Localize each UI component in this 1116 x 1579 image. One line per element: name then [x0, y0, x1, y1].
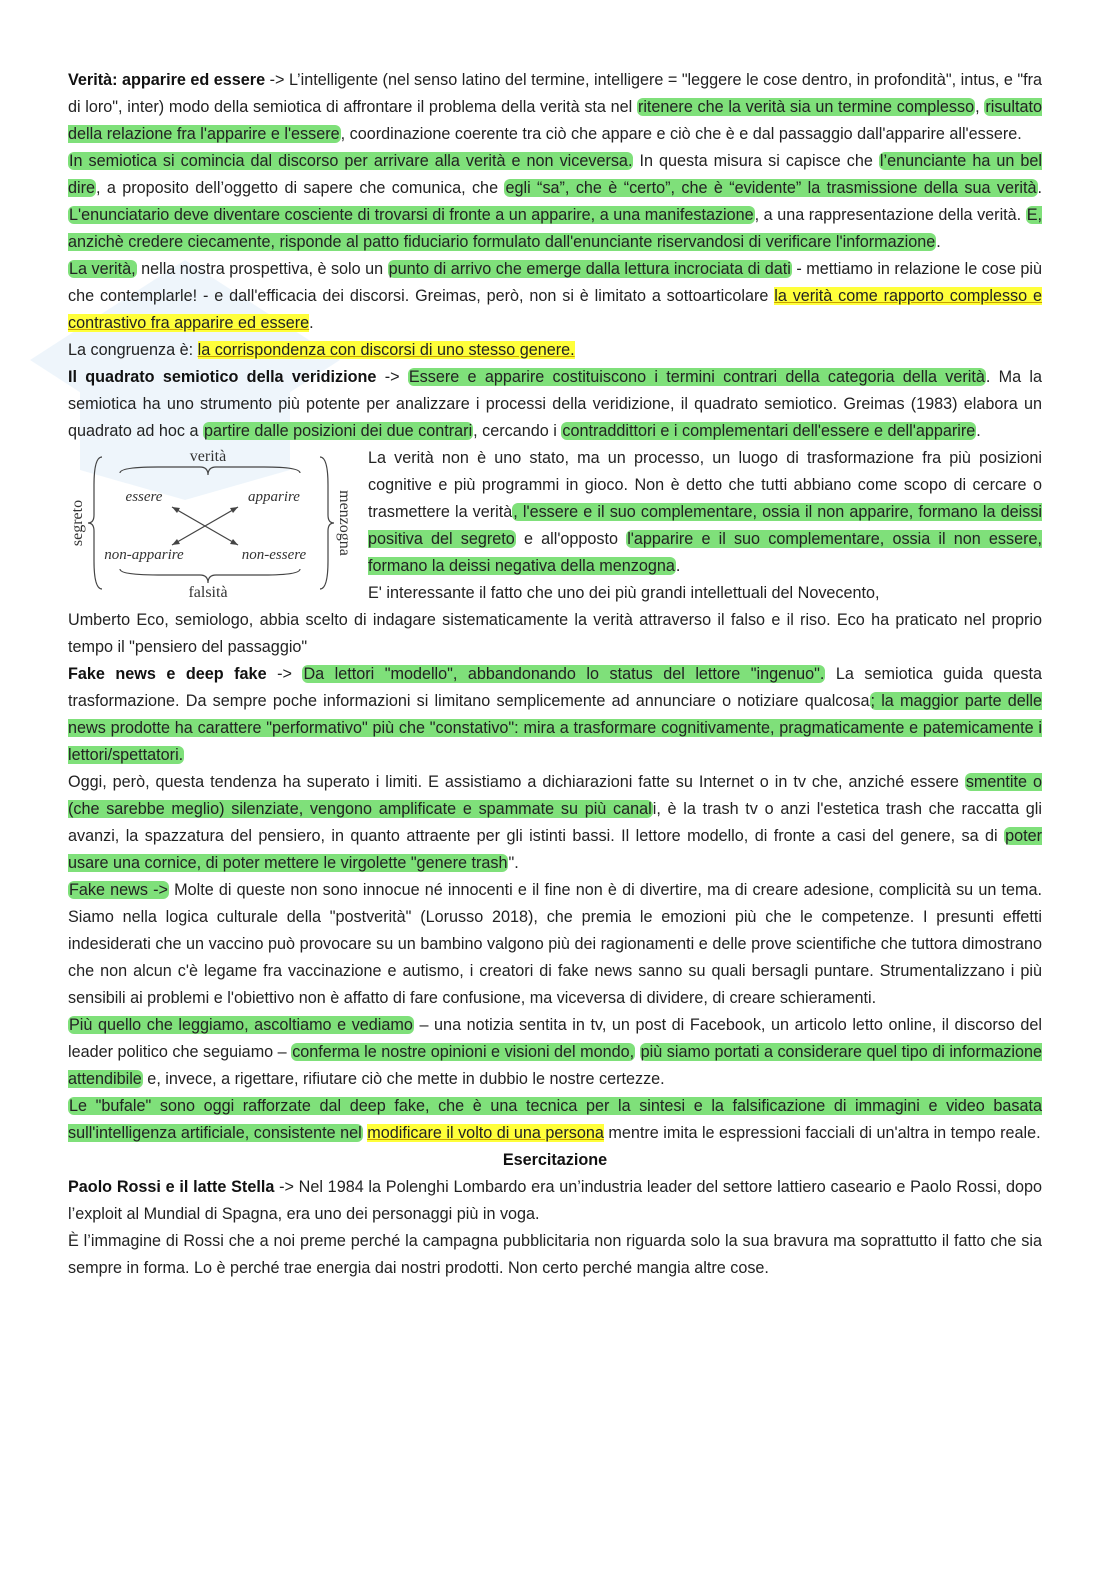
highlight: punto di arrivo che emerge dalla lettura incrociata di dati	[388, 260, 791, 278]
diagram-label-left: segreto	[69, 499, 86, 547]
highlight: l’enunciante ha un bel dire	[68, 152, 1042, 197]
paragraph-semiotica: In semiotica si comincia dal discorso per arrivare alla verità e non viceversa. In questa misura si capisce che l’enunciante ha un bel dire, a proposito dell’oggetto di sapere che comunica, che egli “sa”, che è “certo”, che è “evidente” la trasmissione della sua verità. L'enunciatario deve diventare cosciente di trovarsi di fronte a un apparire, a una manifestazione, a una rappresentazione della verità. E, anzichè credere ciecamente, risponde al patto fiduciario formulato dall'enunciante riservandosi di verificare l'informazione.	[68, 152, 1042, 251]
paragraph-oggi: Oggi, però, questa tendenza ha superato i limiti. E assistiamo a dichiarazioni fatte su Internet o in tv che, anziché essere smentite o (che sarebbe meglio) silenziate, vengono amplificate e spammate su più canali, è la trash tv o anzi l'estetica trash che raccatta gli avanzi, la spazzatura del pensiero, in quanto attraente per gli istinti bassi. Il lettore modello, di fronte a casi del genere, sa di poter usare una cornice, di poter mettere le virgolette "genere trash".	[68, 773, 1042, 872]
yellow-highlight: la corrispondenza con discorsi di uno stesso genere.	[197, 341, 575, 359]
highlight: In semiotica si comincia dal discorso per arrivare alla verità e non viceversa.	[69, 152, 633, 170]
paragraph-fake-news-deep-fake: Fake news e deep fake -> Da lettori "modello", abbandonando lo status del lettore "ingenuo". La semiotica guida questa trasformazione. Da sempre poche informazioni si limitano semplicemente ad annunciare o notiziare qualcosa; la maggior parte delle news prodotte ha carattere "performativo" più che "constativo": mira a trasformare cognitivamente, pragmaticamente e patemicamente i lettori/spettatori.	[68, 665, 1043, 764]
diagram-label-bottom: falsità	[188, 584, 228, 601]
paragraph-congruenza: La congruenza è: la corrispondenza con discorsi di uno stesso genere.	[68, 341, 575, 359]
paragraph-fake-news: Fake news -> Molte di queste non sono innocue né innocenti e il fine non è di divertire, ma di creare adesione, complicità su un tema. Siamo nella logica culturale della "postverità" (Lorusso 2018), che premia le emozioni più che le competenze. I presunti effetti indesiderati che un vaccino può provocare su un bambino valgono più dei ragionamenti e delle prove scientifiche che tuttora dimostrano che non alcun c'è legame fra vaccinazione e autismo, i creatori di fake news sanno su quali bersagli puntare. Strumentalizzano i più sensibili ai problemi e l'obiettivo non è affatto di fare confusione, ma viceversa di dividere, di creare schieramenti.	[68, 881, 1042, 1007]
paragraph-bufale: Le "bufale" sono oggi rafforzate dal deep fake, che è una tecnica per la sintesi e la falsificazione di immagini e video basata sull'intelligenza artificiale, consistente nel modificare il volto di una persona mentre imita le espressioni facciali di un'altra in tempo reale.	[68, 1097, 1042, 1142]
document-page	[68, 67, 1042, 1282]
highlight: Fake news ->	[69, 881, 168, 899]
paragraph-quadrato: Il quadrato semiotico della veridizione -> Essere e apparire costituiscono i termini contrari della categoria della verità. Ma la semiotica ha uno strumento più potente per analizzare i processi della veridizione, il quadrato semiotico. Greimas (1983) elabora un quadrato ad hoc a partire dalle posizioni dei due contrari, cercando i contraddittori e i complementari dell'essere e dell'apparire.	[68, 368, 1043, 440]
paragraph-prospettiva: La verità, nella nostra prospettiva, è solo un punto di arrivo che emerge dalla lettura incrociata di dati - mettiamo in relazione le cose più che contemplarle! - e dall'efficacia dei discorsi. Greimas, però, non si è limitato a sottoarticolare la verità come rapporto complesso e contrastivo fra apparire ed essere.	[68, 260, 1043, 332]
highlight: più siamo portati a considerare quel tipo di informazione attendibile	[68, 1043, 1043, 1088]
highlight: Essere e apparire costituiscono i termini contrari della categoria della verità	[408, 368, 985, 386]
yellow-highlight: la verità come rapporto complesso e contrastivo fra apparire ed essere	[68, 287, 1043, 332]
paragraph-leggiamo: Più quello che leggiamo, ascoltiamo e vediamo – una notizia sentita in tv, un post di Facebook, un articolo letto online, il discorso del leader politico che seguiamo – conferma le nostre opinioni e visioni del mondo, più siamo portati a considerare quel tipo di informazione attendibile e, invece, a rigettare, rifiutare ciò che mette in dubbio le nostre certezze.	[68, 1016, 1043, 1088]
heading-esercitazione: Esercitazione	[502, 1151, 608, 1169]
highlight: conferma le nostre opinioni e visioni del mondo,	[292, 1043, 635, 1061]
highlight: L'enunciatario deve diventare cosciente di trovarsi di fronte a un apparire, a una manifestazione	[69, 206, 754, 224]
highlight: l'apparire e il suo complementare, ossia il non essere, formano la deissi negativa della menzogna	[368, 530, 1042, 575]
paragraph-verita: Verità: apparire ed essere -> L’intelligente (nel senso latino del termine, intelligere = "leggere le cose dentro, in profondità", intus, e "fra di loro", inter) modo della semiotica di affrontare il problema della verità sta nel ritenere che la verità sia un termine complesso, risultato della relazione fra l'apparire e l'essere, coordinazione coerente tra ciò che appare e ciò che è e dal passaggio dall'apparire all'essere.	[68, 71, 1043, 143]
highlight: poter usare una cornice, di poter mettere le virgolette "genere trash	[68, 827, 1042, 872]
diagram-label-essere: essere	[125, 489, 163, 505]
section-title-fake-news: Fake news e deep fake	[68, 665, 267, 683]
diagram-label-right: menzogna	[336, 490, 353, 556]
section-title-paolo-rossi: Paolo Rossi e il latte Stella	[68, 1178, 275, 1196]
highlight: ritenere che la verità sia un termine complesso	[637, 98, 975, 116]
semiotic-square-diagram	[68, 445, 360, 605]
diagram-label-apparire: apparire	[248, 489, 300, 505]
diagram-section	[68, 445, 1042, 607]
highlight: , l'essere e il suo complementare, ossia il non apparire, formano la deissi positiva del segreto	[368, 503, 1043, 548]
section-title-quadrato: Il quadrato semiotico della veridizione	[68, 368, 377, 386]
yellow-highlight: modificare il volto di una persona	[367, 1124, 604, 1142]
highlight: partire dalle posizioni dei due contrari	[204, 422, 473, 440]
highlight: E, anzichè credere ciecamente, risponde al patto fiduciario formulato dall'enunciante riservandosi di verificare l'informazione	[68, 206, 1042, 251]
diagram-side-text	[368, 445, 1042, 607]
diagram-label-top: verità	[189, 448, 227, 465]
paragraph-immagine-rossi: È l’immagine di Rossi che a noi preme perché la campagna pubblicitaria non riguarda solo la sua bravura ma soprattutto il fatto che sia sempre in forma. Lo è perché trae energia dai nostri prodotti. Non certo perché mangia altre cose.	[68, 1232, 1042, 1277]
paragraph-eco: Umberto Eco, semiologo, abbia scelto di indagare sistematicamente la verità attraverso il falso e il riso. Eco ha praticato nel proprio tempo il "pensiero del passaggio"	[68, 611, 1042, 656]
highlight: Da lettori "modello", abbandonando lo status del lettore "ingenuo".	[303, 665, 825, 683]
diagram-label-non-essere: non-essere	[241, 547, 307, 563]
highlight: ; la maggior parte delle news prodotte ha carattere "performativo" più che "constativo": mira a trasformare cognitivamente, pragmaticamente e patemicamente i lettori/spettatori.	[68, 692, 1042, 764]
highlight: contraddittori e i complementari dell'essere e dell'apparire	[562, 422, 976, 440]
highlight: egli “sa”, che è “certo”, che è “evidente” la trasmissione della sua verità	[505, 179, 1037, 197]
section-title-verita: Verità: apparire ed essere	[68, 71, 266, 89]
highlight: smentite o (che sarebbe meglio) silenziate, vengono amplificate e spammate su più canal	[68, 773, 1042, 818]
paragraph-eco-start: E' interessante il fatto che uno dei più grandi intellettuali del Novecento,	[368, 584, 880, 602]
diagram-label-non-apparire: non-apparire	[104, 547, 184, 563]
highlight: Le "bufale" sono oggi rafforzate dal deep fake, che è una tecnica per la sintesi e la falsificazione di immagini e video basata sull'intelligenza artificiale, consistente nel	[68, 1097, 1042, 1142]
highlight: risultato della relazione fra l'apparire e l'essere	[68, 98, 1043, 143]
paragraph-processo: La verità non è uno stato, ma un processo, un luogo di trasformazione fra più posizioni cognitive e più programmi in gioco. Non è detto che tutti abbiano come scopo di cercare o trasmettere la verità, l'essere e il suo complementare, ossia il non apparire, formano la deissi positiva del segreto e all'opposto l'apparire e il suo complementare, ossia il non essere, formano la deissi negativa della menzogna.	[368, 449, 1043, 575]
highlight: Più quello che leggiamo, ascoltiamo e vediamo	[69, 1016, 413, 1034]
highlight: La verità,	[69, 260, 136, 278]
paragraph-paolo-rossi: Paolo Rossi e il latte Stella -> Nel 1984 la Polenghi Lombardo era un’industria leader del settore lattiero caseario e Paolo Rossi, dopo l’exploit al Mundial di Spagna, era uno dei personaggi più in voga.	[68, 1178, 1042, 1223]
